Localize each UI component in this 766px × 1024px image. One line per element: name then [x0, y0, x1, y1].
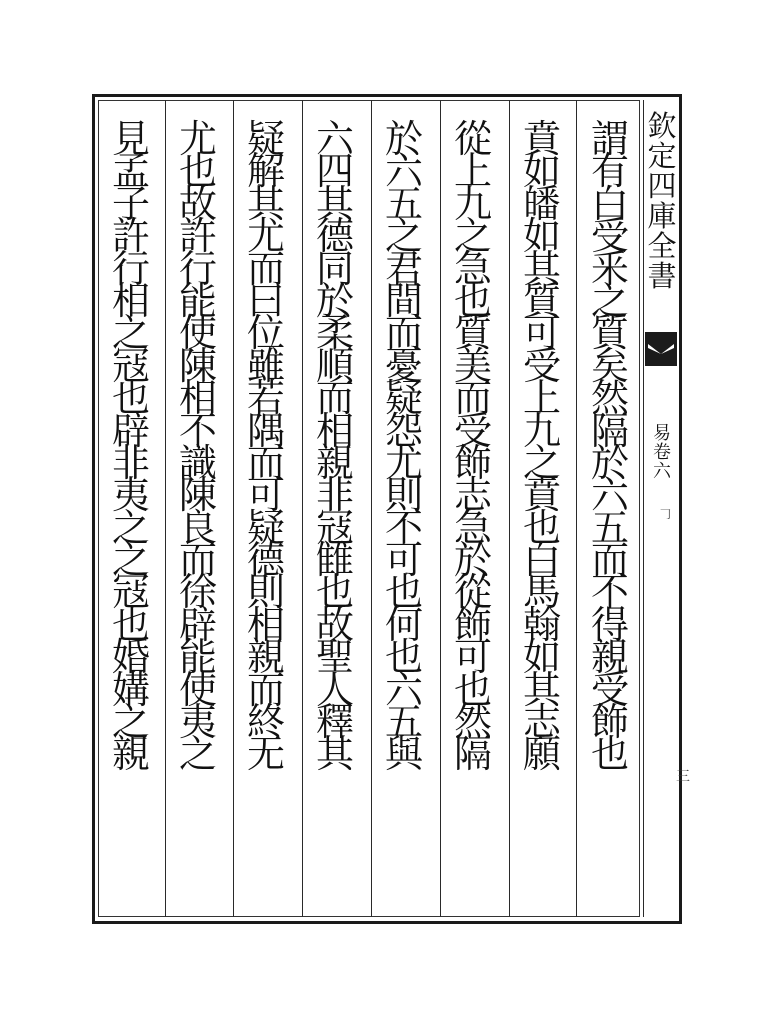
text-char: 其	[522, 667, 561, 712]
text-char: 也	[522, 505, 561, 550]
text-char: 雖	[246, 343, 285, 388]
text-char: 能	[178, 278, 217, 323]
text-char: 賁	[522, 117, 561, 161]
text-char: 婚	[111, 635, 150, 680]
text-column	[443, 117, 503, 915]
text-char: 徐	[178, 570, 217, 615]
text-char: 白	[522, 538, 561, 583]
text-char: 也	[111, 602, 150, 647]
text-char: 親	[590, 635, 629, 680]
text-char: 使	[178, 311, 217, 356]
text-char: 行	[111, 246, 150, 291]
text-char: 相	[111, 278, 150, 323]
text-char: 可	[453, 635, 492, 680]
text-char: 柔	[315, 311, 354, 356]
text-char: 受	[590, 214, 629, 259]
text-char: 相	[246, 602, 285, 647]
text-char: 故	[315, 602, 354, 647]
text-char: 親	[111, 732, 150, 777]
column-rule	[576, 100, 577, 917]
fishtail-mark-icon	[645, 332, 677, 366]
text-char: 疑	[246, 117, 285, 161]
text-char: 冦	[111, 570, 150, 615]
text-char: 皤	[522, 181, 561, 226]
text-column	[168, 117, 228, 915]
text-char: 六	[315, 117, 354, 161]
text-char: 美	[453, 343, 492, 388]
column-rule	[371, 100, 372, 917]
text-char: 間	[384, 278, 423, 323]
text-char: 辟	[178, 602, 217, 647]
title-char: 定	[647, 139, 677, 173]
text-char: 而	[246, 667, 285, 712]
column-rule	[440, 100, 441, 917]
text-column	[374, 117, 434, 915]
text-char: 於	[590, 440, 629, 485]
text-char: 之	[111, 700, 150, 745]
text-char: 冦	[111, 343, 150, 388]
text-char: 可	[384, 538, 423, 583]
text-char: 疑	[384, 376, 423, 421]
text-char: 良	[178, 505, 217, 550]
text-char: 於	[384, 117, 423, 161]
text-char: 九	[522, 408, 561, 453]
text-char: 子	[111, 181, 150, 226]
text-char: 親	[246, 635, 285, 680]
text-char: 也	[590, 732, 629, 777]
text-char: 能	[178, 635, 217, 680]
text-char: 隔	[453, 732, 492, 777]
text-char: 尤	[246, 214, 285, 259]
text-column	[305, 117, 365, 915]
text-char: 非	[111, 440, 150, 485]
text-char: 五	[384, 700, 423, 745]
text-char: 之	[453, 214, 492, 259]
text-char: 其	[315, 181, 354, 226]
text-char: 而	[246, 440, 285, 485]
text-char: 怨	[384, 408, 423, 453]
text-char: 无	[246, 732, 285, 777]
text-char: 相	[178, 376, 217, 421]
text-char: 釆	[590, 246, 629, 291]
text-char: 之	[384, 214, 423, 259]
text-char: 之	[111, 311, 150, 356]
column-rule	[509, 100, 510, 917]
text-char: 之	[111, 538, 150, 583]
text-char: 不	[590, 570, 629, 615]
text-char: 而	[246, 246, 285, 291]
text-char: 願	[522, 732, 561, 777]
text-char: 謂	[590, 117, 629, 161]
text-char: 夷	[178, 700, 217, 745]
margin-mark: 𠃌	[659, 507, 672, 521]
text-char: 如	[522, 214, 561, 259]
book-title	[647, 109, 677, 293]
text-char: 六	[384, 667, 423, 712]
text-char: 也	[384, 635, 423, 680]
text-char: 冦	[315, 505, 354, 550]
text-char: 白	[590, 181, 629, 226]
text-char: 見	[111, 117, 150, 161]
text-char: 位	[246, 311, 285, 356]
text-char: 而	[315, 376, 354, 421]
text-char: 雔	[315, 538, 354, 583]
text-char: 隅	[246, 408, 285, 453]
text-char: 之	[178, 732, 217, 777]
text-char: 也	[315, 570, 354, 615]
text-char: 得	[590, 602, 629, 647]
title-char: 書	[647, 259, 677, 293]
text-char: 夷	[111, 473, 150, 518]
text-char: 受	[522, 343, 561, 388]
text-char: 質	[590, 311, 629, 356]
volume-char: 卷	[653, 441, 671, 463]
text-char: 質	[522, 278, 561, 323]
text-char: 人	[315, 667, 354, 712]
text-char: 相	[315, 408, 354, 453]
text-char: 憂	[384, 343, 423, 388]
text-char: 上	[522, 376, 561, 421]
volume-char: 易	[653, 423, 671, 444]
text-char: 賁	[522, 473, 561, 518]
text-char: 許	[111, 214, 150, 259]
text-char: 何	[384, 602, 423, 647]
text-char: 也	[384, 570, 423, 615]
text-char: 上	[453, 149, 492, 194]
text-char: 六	[590, 473, 629, 518]
text-char: 許	[178, 214, 217, 259]
text-char: 尤	[384, 440, 423, 485]
text-char: 然	[453, 700, 492, 745]
text-char: 如	[522, 635, 561, 680]
text-char: 則	[384, 473, 423, 518]
column-rule	[302, 100, 303, 917]
text-char: 使	[178, 667, 217, 712]
text-char: 從	[453, 117, 492, 161]
text-char: 五	[590, 505, 629, 550]
text-char: 不	[384, 505, 423, 550]
text-char: 釋	[315, 700, 354, 745]
text-char: 隔	[590, 408, 629, 453]
text-column	[512, 117, 572, 915]
text-char: 不	[178, 408, 217, 453]
text-char: 馬	[522, 570, 561, 615]
text-char: 六	[384, 149, 423, 194]
text-char: 也	[453, 667, 492, 712]
column-rule	[165, 100, 166, 917]
text-column	[236, 117, 296, 915]
text-char: 翰	[522, 602, 561, 647]
text-char: 而	[453, 376, 492, 421]
text-char: 矣	[590, 343, 629, 388]
title-char: 全	[647, 229, 677, 263]
text-char: 質	[453, 311, 492, 356]
text-char: 於	[453, 538, 492, 583]
text-char: 志	[453, 473, 492, 518]
text-char: 終	[246, 700, 285, 745]
text-char: 飾	[453, 602, 492, 647]
text-char: 故	[178, 181, 217, 226]
text-char: 而	[178, 538, 217, 583]
text-char: 急	[453, 505, 492, 550]
text-char: 而	[384, 311, 423, 356]
text-char: 媾	[111, 667, 150, 712]
text-char: 尤	[178, 117, 217, 161]
text-char: 順	[315, 343, 354, 388]
text-char: 識	[178, 440, 217, 485]
text-char: 如	[522, 149, 561, 194]
text-char: 於	[315, 278, 354, 323]
text-char: 而	[590, 538, 629, 583]
text-char: 可	[246, 473, 285, 518]
text-char: 陳	[178, 343, 217, 388]
text-char: 飾	[453, 440, 492, 485]
title-char: 庫	[647, 199, 677, 233]
text-char: 也	[111, 376, 150, 421]
volume-label	[648, 425, 676, 482]
title-char: 四	[647, 169, 677, 203]
text-char: 也	[453, 278, 492, 323]
text-char: 志	[522, 700, 561, 745]
text-char: 德	[315, 214, 354, 259]
text-char: 孟	[111, 149, 150, 194]
text-char: 之	[111, 505, 150, 550]
text-char: 若	[246, 376, 285, 421]
text-char: 親	[315, 440, 354, 485]
text-char: 之	[590, 278, 629, 323]
text-char: 其	[246, 181, 285, 226]
text-char: 行	[178, 246, 217, 291]
text-char: 有	[590, 149, 629, 194]
text-char: 辟	[111, 408, 150, 453]
column-rule	[233, 100, 234, 917]
text-char: 五	[384, 181, 423, 226]
text-char: 之	[522, 440, 561, 485]
text-char: 同	[315, 246, 354, 291]
text-char: 四	[315, 149, 354, 194]
margin-mark: 三	[676, 769, 690, 785]
volume-char: 六	[653, 460, 671, 482]
text-char: 九	[453, 181, 492, 226]
title-char: 欽	[647, 109, 677, 143]
text-char: 解	[246, 149, 285, 194]
text-char: 其	[522, 246, 561, 291]
text-char: 則	[246, 570, 285, 615]
text-char: 也	[178, 149, 217, 194]
text-char: 與	[384, 732, 423, 777]
text-char: 急	[453, 246, 492, 291]
text-char: 聖	[315, 635, 354, 680]
text-char: 可	[522, 311, 561, 356]
text-char: 曰	[246, 278, 285, 323]
text-char: 陳	[178, 473, 217, 518]
text-char: 疑	[246, 505, 285, 550]
text-column	[101, 117, 161, 915]
text-char: 君	[384, 246, 423, 291]
text-char: 飾	[590, 700, 629, 745]
text-char: 受	[453, 408, 492, 453]
text-char: 非	[315, 473, 354, 518]
text-char: 受	[590, 667, 629, 712]
text-char: 德	[246, 538, 285, 583]
text-char: 然	[590, 376, 629, 421]
text-column	[580, 117, 640, 915]
text-char: 其	[315, 732, 354, 777]
text-char: 從	[453, 570, 492, 615]
